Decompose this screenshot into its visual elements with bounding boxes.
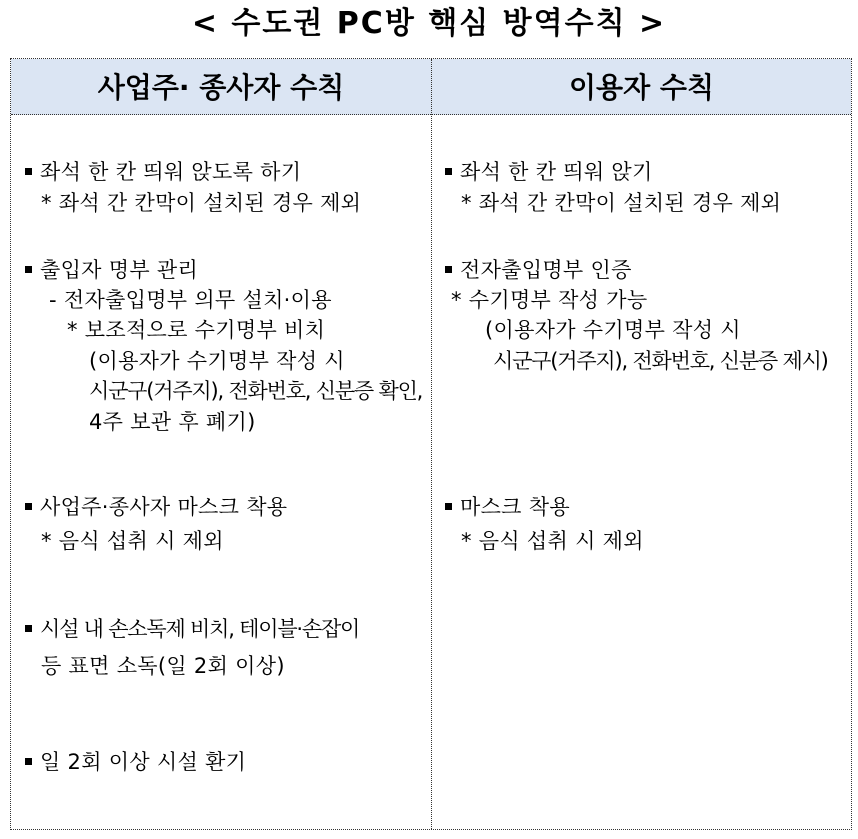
operator-rule-4 (25, 616, 359, 642)
operator-rule-2-note-4: 4주 보관 후 폐기) (89, 410, 256, 434)
user-rule-2-note-3: 시군구(거주지), 전화번호, 신분증 제시) (493, 349, 828, 373)
operator-rule-5 (25, 749, 246, 775)
square-bullet-icon (445, 168, 452, 175)
operator-rule-2-sub: - 전자출입명부 의무 설치·이용 (49, 288, 332, 312)
user-rule-2-note-2: (이용자가 수기명부 작성 시 (485, 318, 741, 342)
square-bullet-icon (25, 503, 32, 510)
square-bullet-icon (25, 625, 32, 632)
operator-rule-3 (25, 494, 287, 520)
operator-rule-2 (25, 257, 198, 283)
operator-rule-2-text: 출입자 명부 관리 (40, 258, 199, 282)
operator-rule-3-text: 사업주·종사자 마스크 착용 (40, 495, 288, 519)
square-bullet-icon (25, 168, 32, 175)
header-operators: 사업주· 종사자 수칙 (97, 71, 345, 104)
rules-table (10, 58, 852, 830)
square-bullet-icon (445, 503, 452, 510)
operator-rule-4-text: 시설 내 손소독제 비치, 테이블·손잡이 (40, 617, 360, 641)
user-rule-1-text: 좌석 한 칸 띄워 앉기 (460, 160, 653, 184)
operator-rule-1 (25, 159, 301, 185)
column-divider (431, 59, 432, 829)
page-title: < 수도권 PC방 핵심 방역수칙 > (191, 6, 667, 41)
operator-rule-1-text: 좌석 한 칸 띄워 앉도록 하기 (40, 160, 302, 184)
header-users: 이용자 수칙 (569, 71, 714, 104)
user-rule-3-note: * 음식 섭취 시 제외 (461, 529, 644, 553)
user-rule-2-text: 전자출입명부 인증 (460, 258, 632, 282)
square-bullet-icon (445, 266, 452, 273)
user-rule-2-note-1: * 수기명부 작성 가능 (451, 288, 648, 312)
square-bullet-icon (25, 758, 32, 765)
user-rule-1 (445, 159, 653, 185)
user-rule-2 (445, 257, 632, 283)
operator-rule-4-line-2: 등 표면 소독(일 2회 이상) (41, 654, 285, 678)
operator-rule-5-text: 일 2회 이상 시설 환기 (40, 750, 247, 774)
operator-rule-1-note: * 좌석 간 칸막이 설치된 경우 제외 (41, 191, 362, 215)
operator-rule-2-note-3: 시군구(거주지), 전화번호, 신분증 확인, (89, 379, 423, 403)
operator-rule-2-note-2: (이용자가 수기명부 작성 시 (89, 349, 345, 373)
operator-rule-3-note: * 음식 섭취 시 제외 (41, 529, 224, 553)
operator-rule-2-note-1: * 보조적으로 수기명부 비치 (67, 318, 326, 342)
user-rule-3-text: 마스크 착용 (460, 495, 570, 519)
square-bullet-icon (25, 266, 32, 273)
user-rule-3 (445, 494, 570, 520)
user-rule-1-note: * 좌석 간 칸막이 설치된 경우 제외 (461, 191, 782, 215)
